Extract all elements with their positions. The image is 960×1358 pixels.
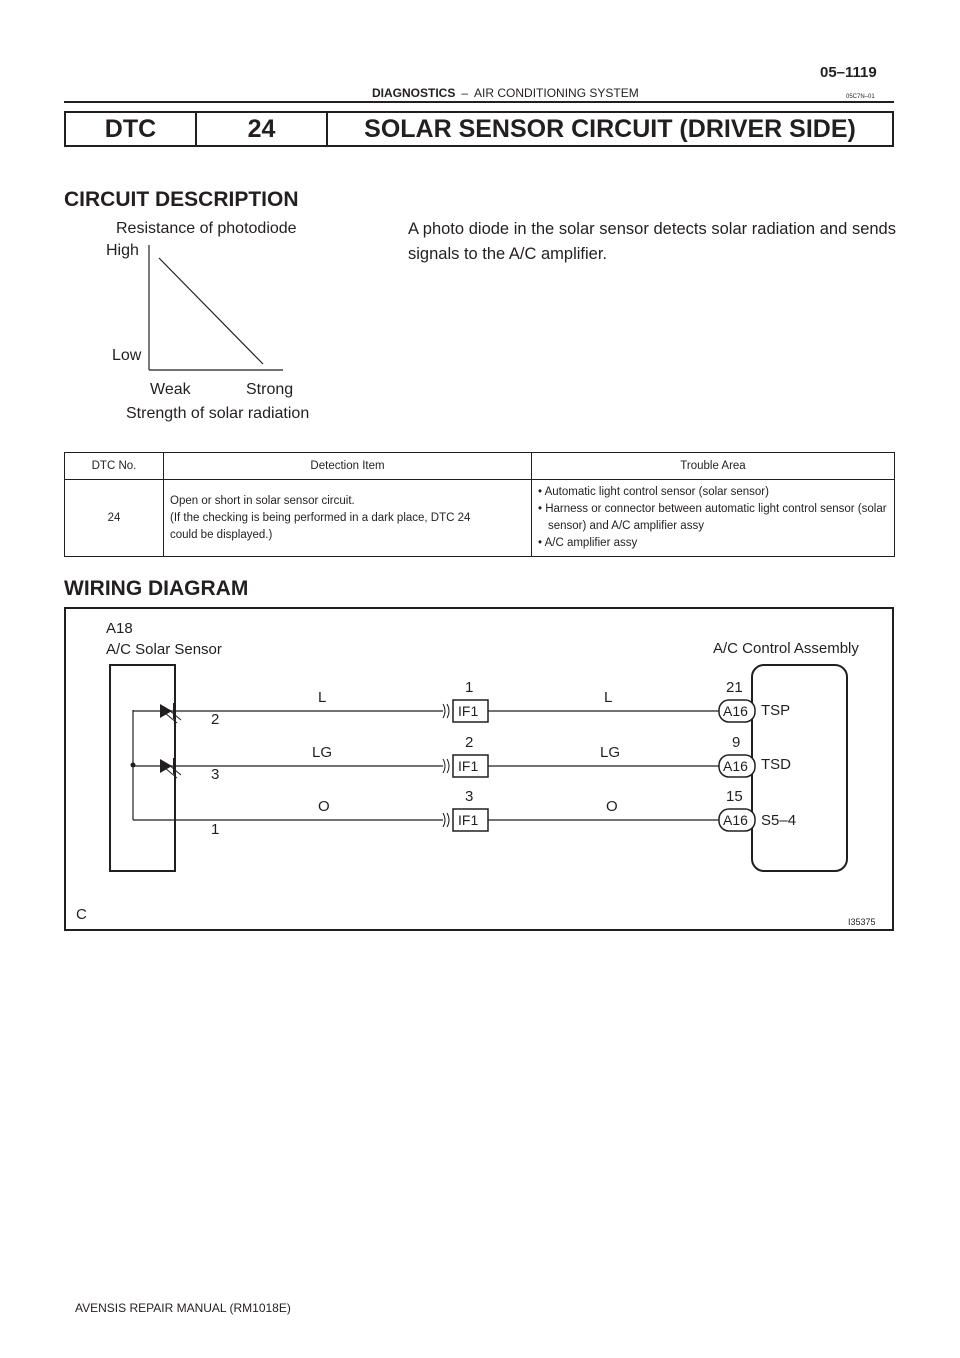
graph-x-strong: Strong	[246, 381, 294, 398]
page-number: 05–1119	[820, 64, 877, 81]
wire-color-left: L	[318, 689, 327, 706]
table-header-dtc-no: DTC No.	[65, 453, 164, 480]
amp-connector: A16	[723, 703, 748, 719]
control-assembly-name: A/C Control Assembly	[713, 640, 859, 657]
terminal-name: TSP	[761, 702, 791, 719]
cell-dtc-no: 24	[65, 480, 164, 557]
sensor-pin: 2	[211, 711, 220, 728]
dtc-label: DTC	[66, 113, 197, 145]
amp-connector: A16	[723, 758, 748, 774]
wire-color-left: LG	[312, 744, 333, 761]
junction-pin: 3	[465, 788, 474, 805]
junction-pin: 1	[465, 679, 474, 696]
junction-connector: IF1	[458, 812, 479, 828]
figure-id: I35375	[848, 917, 876, 927]
running-header-separator: –	[461, 86, 469, 100]
circuit-description-heading: CIRCUIT DESCRIPTION	[64, 188, 299, 211]
photodiode-1	[160, 703, 181, 723]
detection-line: Open or short in solar sensor circuit.	[170, 494, 355, 507]
detection-line: (If the checking is being performed in a dark place, DTC 24	[170, 511, 471, 524]
amp-pin: 15	[726, 788, 743, 805]
wire-tsp	[133, 700, 755, 722]
table-header-detection-item: Detection Item	[164, 453, 532, 480]
terminal-name: S5–4	[761, 812, 797, 829]
wire-color-right: O	[606, 798, 618, 815]
detection-line: could be displayed.)	[170, 528, 273, 541]
wire-color-right: L	[604, 689, 613, 706]
dtc-title: SOLAR SENSOR CIRCUIT (DRIVER SIDE)	[364, 114, 856, 143]
wire-s5-4	[133, 809, 755, 831]
graph-y-low: Low	[112, 347, 142, 364]
trouble-item: • A/C amplifier assy	[538, 537, 638, 549]
table-header-trouble-area: Trouble Area	[532, 453, 895, 480]
sensor-junction-dot	[131, 763, 136, 768]
footer-manual-id: AVENSIS REPAIR MANUAL (RM1018E)	[75, 1301, 291, 1315]
junction-pin: 2	[465, 734, 474, 751]
sensor-pin: 1	[211, 821, 220, 838]
trouble-item: • Automatic light control sensor (solar sensor)	[538, 486, 769, 498]
doc-code: 05C7N–01	[846, 94, 875, 100]
wire-tsd	[133, 755, 755, 777]
wire-color-right: LG	[600, 744, 621, 761]
graph-y-high: High	[106, 242, 139, 259]
corner-letter: C	[76, 906, 87, 923]
sensor-name: A/C Solar Sensor	[106, 641, 222, 658]
trouble-item: • Harness or connector between automatic light control sensor (solar sensor) and A/C amplifier assy	[538, 503, 887, 532]
running-header-section: DIAGNOSTICS	[372, 86, 456, 100]
graph-xlabel: Strength of solar radiation	[126, 405, 310, 422]
photodiode-2	[160, 758, 181, 778]
sensor-pin: 3	[211, 766, 220, 783]
sensor-code: A18	[106, 620, 133, 637]
graph-ylabel: Resistance of photodiode	[116, 220, 297, 237]
dtc-code: 24	[197, 113, 328, 145]
wiring-diagram-heading: WIRING DIAGRAM	[64, 577, 249, 600]
graph-x-weak: Weak	[150, 381, 191, 398]
junction-connector: IF1	[458, 758, 479, 774]
running-header-subsection: AIR CONDITIONING SYSTEM	[474, 86, 639, 100]
junction-connector: IF1	[458, 703, 479, 719]
terminal-name: TSD	[761, 756, 791, 773]
amp-pin: 21	[726, 679, 743, 696]
circuit-description-text: A photo diode in the solar sensor detects solar radiation and sends signals to the A/C amplifier.	[408, 220, 896, 263]
amp-pin: 9	[732, 734, 741, 751]
wire-color-left: O	[318, 798, 330, 815]
amp-connector: A16	[723, 812, 748, 828]
